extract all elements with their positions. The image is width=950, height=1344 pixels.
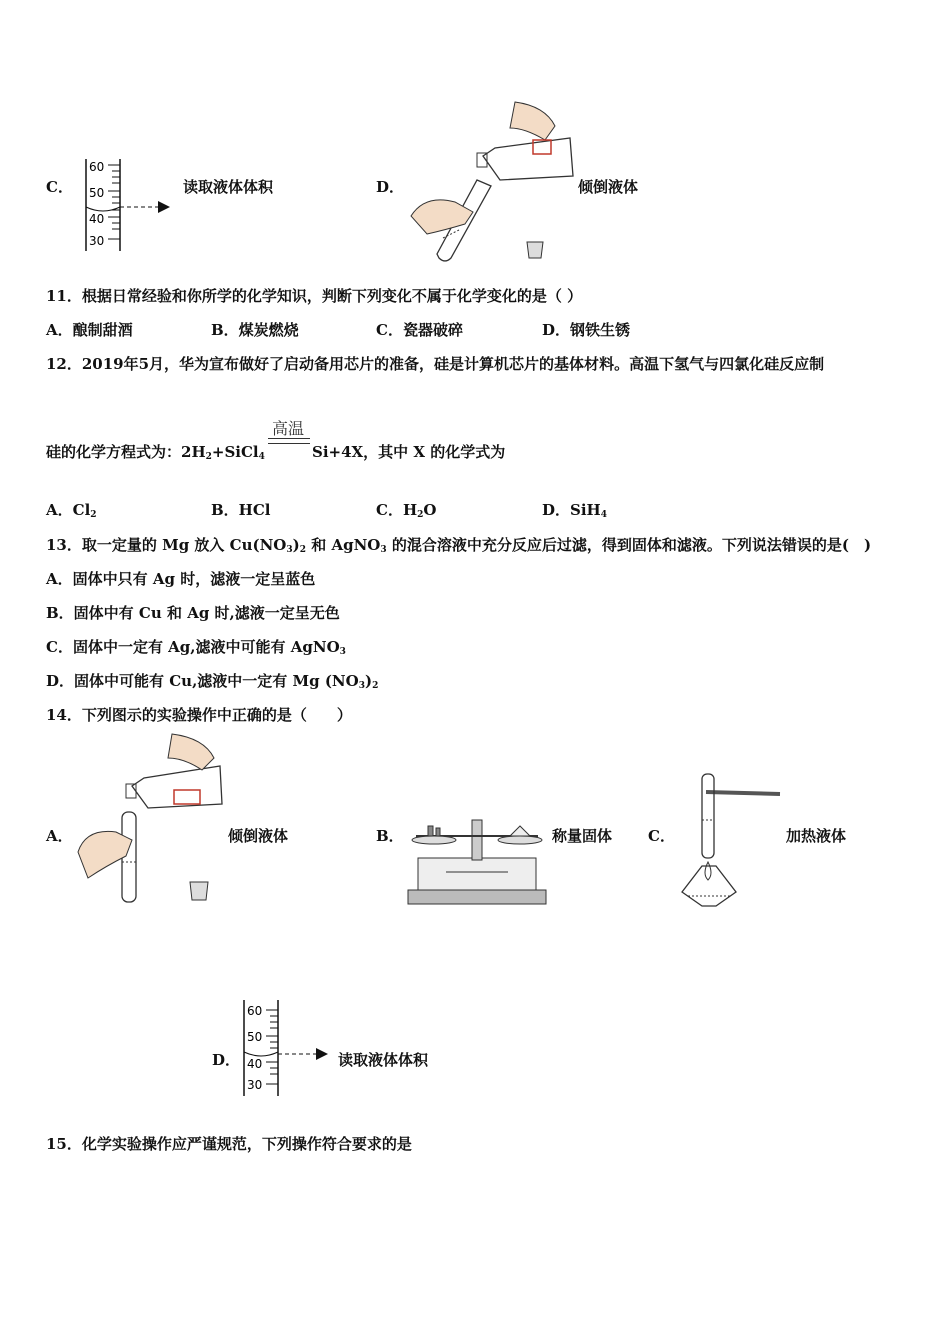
q11-option-c: C．瓷器破碎 xyxy=(376,321,463,339)
q11-option-b: B．煤炭燃烧 xyxy=(211,321,299,339)
q12-option-d: D．SiH$_4$ xyxy=(542,501,607,520)
q10-tick-50: 50 xyxy=(89,186,105,200)
q13-stem: 13．取一定量的 Mg 放入 $Cu(NO_3)_2$ 和 AgNO$_3$ 的混合溶液中充分反应后过滤，得到固体和滤液。下列说法错误的是( ) xyxy=(46,536,872,555)
q10-option-c-caption: 读取液体体积 xyxy=(183,178,274,196)
q14-option-c-caption: 加热液体 xyxy=(786,827,847,845)
q14-option-b-caption: 称量固体 xyxy=(552,827,613,845)
q14-balance-figure xyxy=(406,810,548,906)
q15-stem: 15．化学实验操作应严谨规范，下列操作符合要求的是 xyxy=(46,1135,412,1153)
q12-option-a: A．$Cl_2$ xyxy=(46,501,97,520)
q10-option-d-letter: D． xyxy=(376,178,405,196)
q13-option-c: C．固体中一定有 Ag,滤液中可能有 AgNO$_3$ xyxy=(46,638,346,657)
q14-tick-40: 40 xyxy=(247,1057,263,1071)
q13-option-b: B．固体中有 Cu 和 Ag 时,滤液一定呈无色 xyxy=(46,604,340,622)
q10-tick-40: 40 xyxy=(89,212,105,226)
q12-option-b: B．HCl xyxy=(211,501,271,519)
q14-tick-60: 60 xyxy=(247,1004,263,1018)
q10-option-d-caption: 倾倒液体 xyxy=(578,178,639,196)
q11-option-d: D．钢铁生锈 xyxy=(542,321,631,339)
q14-tick-50: 50 xyxy=(247,1030,263,1044)
q12-equation-rhs: Si+4X，其中 X 的化学式为 xyxy=(312,443,506,461)
q10-graduated-cylinder-figure xyxy=(80,155,180,255)
q13-option-a: A．固体中只有 Ag 时，滤液一定呈蓝色 xyxy=(46,570,316,588)
q10-pouring-liquid-figure xyxy=(405,98,585,268)
q14-graduated-cylinder-figure xyxy=(238,998,338,1098)
q12-stem: 12．2019年5月，华为宣布做好了启动备用芯片的准备，硅是计算机芯片的基体材料。高温下氢气与四氯化硅反应制 xyxy=(46,355,825,373)
q12-equation: 硅的化学方程式为：$2H_2+SiCl_4$ xyxy=(46,443,265,462)
q12-equals-sign xyxy=(268,438,310,444)
q14-option-a-caption: 倾倒液体 xyxy=(228,827,289,845)
q11-stem: 11．根据日常经验和你所学的化学知识，判断下列变化不属于化学变化的是（ ） xyxy=(46,287,583,305)
q12-reaction-condition: 高温 xyxy=(272,419,305,438)
q14-option-d-caption: 读取液体体积 xyxy=(338,1051,429,1069)
q14-tick-30: 30 xyxy=(247,1078,263,1092)
q10-option-c-letter: C． xyxy=(46,178,73,196)
q10-tick-60: 60 xyxy=(89,160,105,174)
q14-pouring-liquid-figure xyxy=(72,732,232,912)
q14-option-d-letter: D． xyxy=(212,1051,241,1069)
q14-option-a-letter: A． xyxy=(46,827,73,845)
q14-stem: 14．下列图示的实验操作中正确的是（ ） xyxy=(46,706,352,724)
q14-option-c-letter: C． xyxy=(648,827,675,845)
q14-heating-liquid-figure xyxy=(676,770,786,910)
q14-option-b-letter: B． xyxy=(376,827,404,845)
q13-option-d: D．固体中可能有 Cu,滤液中一定有 Mg $(NO_3)_2$ xyxy=(46,672,379,691)
q10-tick-30: 30 xyxy=(89,234,105,248)
q12-option-c: C．$H_2O$ xyxy=(376,501,437,520)
q11-option-a: A．酿制甜酒 xyxy=(46,321,133,339)
